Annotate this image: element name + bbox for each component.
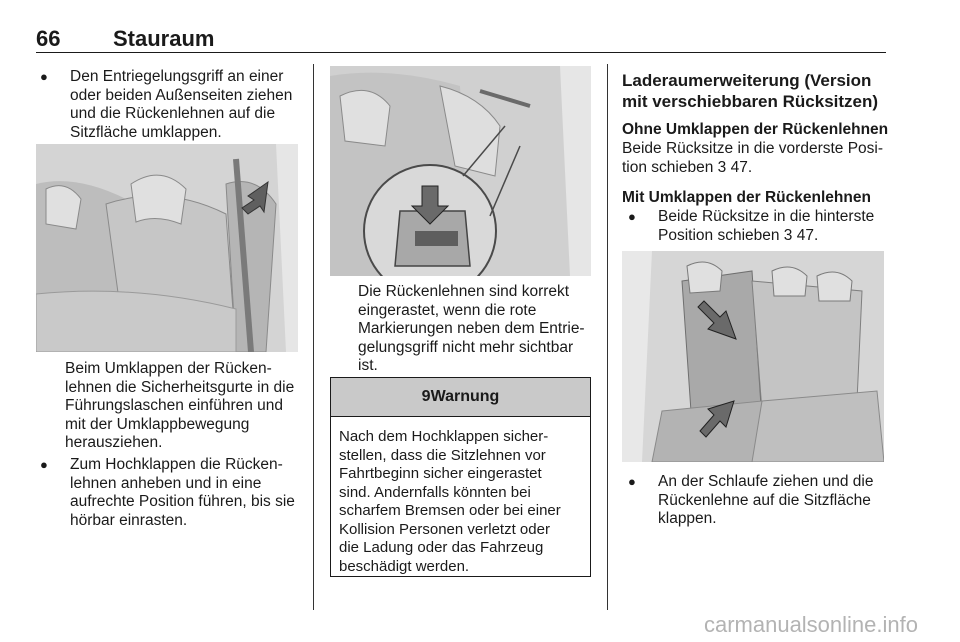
bullet-dot: ● — [628, 209, 636, 224]
page-header — [36, 26, 886, 53]
page-number: 66 — [36, 26, 61, 51]
bullet-dot: ● — [628, 474, 636, 489]
bullet-text: An der Schlaufe ziehen und die Rückenlehne auf die Sitzfläche klappen. — [658, 473, 874, 527]
warning-header — [331, 378, 590, 417]
section-heading: Laderaumerweiterung (Version mit verschiebbaren Rücksitzen) — [622, 71, 879, 111]
warning-box — [330, 377, 591, 577]
column-divider-1 — [313, 64, 314, 610]
bullet-dot: ● — [40, 69, 48, 84]
instruction-text: Beide Rücksitze in die vorderste Posi- tion schieben 3 47. — [622, 140, 884, 176]
warning-title: Warnung — [430, 388, 500, 405]
bullet-text: Beide Rücksitze in die hinterste Position schieben 3 47. — [658, 208, 875, 244]
warning-text: Nach dem Hochklappen sicher- stellen, dass die Sitzlehnen vor Fahrtbeginn sicher eingerastet sind. Andernfalls könnten bei scharfem Bremsen oder bei einer Kollision Personen verletzt oder die Ladung oder das Fahrzeug beschädigt werden. — [339, 428, 561, 575]
warning-symbol-icon: 9 — [421, 388, 431, 405]
illustration-rear-seats — [622, 251, 884, 462]
illustration-seat-unlock — [36, 144, 298, 352]
subheading-without-folding: Ohne Umklappen der Rückenlehnen — [622, 121, 889, 138]
subheading-with-folding: Mit Umklappen der Rückenlehnen — [622, 189, 871, 206]
column-divider-2 — [607, 64, 608, 610]
bullet-item — [628, 208, 887, 245]
bullet-item — [40, 456, 310, 532]
bullet-item — [40, 68, 305, 144]
illustration-caption: Die Rückenlehnen sind korrekt eingerastet, wenn die rote Markierungen neben dem Entrie- gelungsgriff nicht mehr sichtbar ist. — [358, 283, 585, 374]
bullet-text: Den Entriegelungsgriff an einer oder beiden Außenseiten ziehen und die Rückenlehnen auf die Sitzfläche umklappen. — [70, 68, 293, 141]
bullet-text: Zum Hochklappen die Rücken- lehnen anheben und in eine aufrechte Position führen, bis sie hörbar einrasten. — [70, 456, 295, 529]
bullet-dot: ● — [40, 457, 48, 472]
bullet-item — [628, 473, 887, 529]
illustration-note: Beim Umklappen der Rücken- lehnen die Sicherheitsgurte in die Führungslaschen einführen und mit der Umklappbewegung herausziehen. — [65, 360, 295, 451]
section-title: Stauraum — [113, 26, 215, 51]
watermark: carmanualsonline.info — [703, 612, 918, 637]
illustration-seat-latch — [330, 66, 591, 276]
